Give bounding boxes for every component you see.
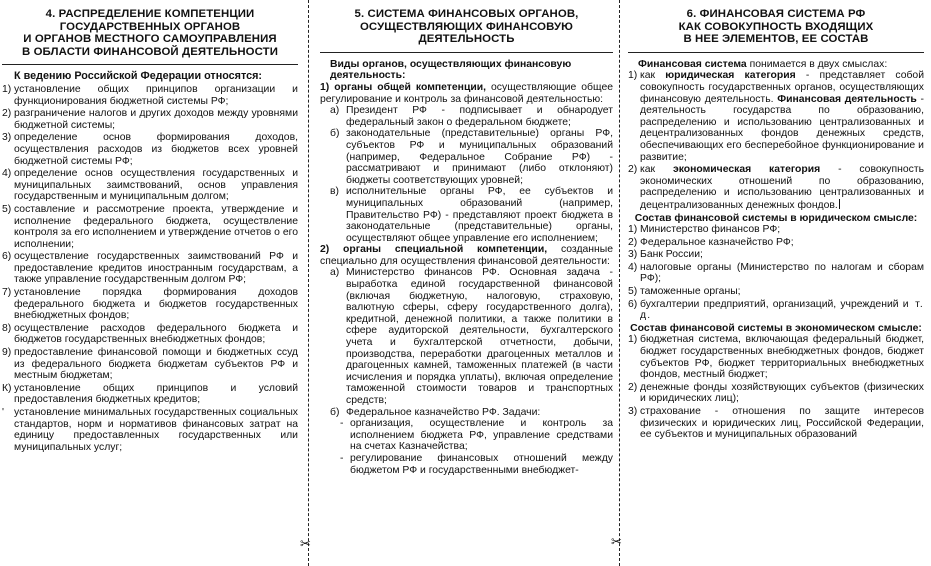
list-item: 3) страхование - отношения по защите интересов физических и юридических лиц, Российской Федерации, ее субъектов и муниципальных образований: [628, 406, 924, 441]
meanings-list: [628, 70, 924, 211]
list-item: 5) составление и рассмотрение проекта, утверждение и исполнение федерального бюджета, осуществление контроля за его исполнением и утверждение отчетов о его исполнении;: [2, 203, 298, 250]
list-item: 5) таможенные органы;: [628, 286, 741, 298]
title-rule: [2, 64, 298, 65]
card-5-bodies: [320, 6, 613, 564]
list-item: ' установление минимальных государственных социальных стандартов, норм и нормативов финансовых затрат на единицу предоставленных государственных или муниципальных услуг;: [2, 407, 298, 453]
card-4-intro: К ведению Российской Федерации относятся:: [14, 70, 263, 83]
list-item: 2) Федеральное казначейство РФ;: [628, 236, 794, 248]
list-item: 9) предоставление финансовой помощи и бюджетных ссуд из федерального бюджета бюджетам субъектов РФ и местным бюджетам;: [2, 347, 298, 382]
list-item: а) Президент РФ - подписывает и обнародует федеральный закон о федеральном бюджете;: [330, 105, 613, 128]
competence-list: [2, 84, 298, 453]
list-item: б) законодательные (представительные) органы РФ, субъектов РФ и муниципальных образований (например, Федеральное Собрание РФ) - рассматривают и принимают (либо отклоняют) бюджеты соответствующих уровней;: [330, 128, 613, 186]
category-special: 2) органы специальной компетенции, созданные специально для осуществления финансовой деятельности:: [320, 244, 613, 267]
list-item: 4) налоговые органы (Министерство по налогам и сборам РФ);: [628, 261, 924, 285]
cut-line-left: [308, 0, 309, 566]
card-4-title: 4. РАСПРЕДЕЛЕНИЕ КОМПЕТЕНЦИИ ГОСУДАРСТВЕННЫХ ОРГАНОВ И ОРГАНОВ МЕСТНОГО САМОУПРАВЛЕНИЯ В ОБЛАСТИ ФИНАНСОВОЙ ДЕЯТЕЛЬНОСТИ: [22, 8, 278, 58]
definition: Финансовая система понимается в двух смыслах:: [638, 58, 888, 70]
list-item: 6) бухгалтерии предприятий, организаций, учреждений и т. д.: [628, 298, 924, 322]
list-item: б) Федеральное казначейство РФ. Задачи:: [330, 406, 541, 418]
list-item: 3) определение основ формирования доходов, осуществления расходов из бюджетов всех уровней бюджетной системы РФ;: [2, 132, 298, 167]
text-cursor: [839, 199, 840, 209]
list-item: 1) бюджетная система, включающая федеральный бюджет, бюджет государственных внебюджетных фондов, бюджет субъектов РФ, бюджет территориальных внебюджетных фондов, местный бюджет;: [628, 334, 924, 381]
list-item: 8) осуществление расходов федерального бюджета и бюджетов государственных внебюджетных фондов;: [2, 322, 298, 346]
card-5-title: 5. СИСТЕМА ФИНАНСОВЫХ ОРГАНОВ, ОСУЩЕСТВЛЯЮЩИХ ФИНАНСОВУЮ ДЕЯТЕЛЬНОСТЬ: [354, 8, 579, 46]
card-6-system: [628, 6, 924, 564]
list-item: 7) установление порядка формирования доходов федерального бюджета и бюджетов государственных внебюджетных фондов;: [2, 287, 298, 322]
list-item: 2) денежные фонды хозяйствующих субъектов (физических и юридических лиц);: [628, 381, 924, 405]
title-rule: [320, 52, 613, 53]
list-item: 2) как экономическая категория - совокупность экономических отношений по образованию, распределению и использованию централизованных и децентрализованных денежных фондов.: [628, 164, 924, 211]
list-item: 1) Министерство финансов РФ;: [628, 224, 781, 236]
section-heading: Состав финансовой системы в экономическом смысле:: [630, 322, 922, 334]
list-item: К) установление общих принципов и условий предоставления бюджетных кредитов;: [2, 382, 298, 406]
list-item: 3) Банк России;: [628, 249, 703, 261]
list-item: а) Министерство финансов РФ. Основная задача - выработка единой государственной финансовой (включая бюджетную, налоговую, страховую, валютную сферы, сферу государственного долга), кредитной, денежной политики, а также политики в сфере аудиторской деятельности, бухгалтерского учета и бухгалтерской отчетности, добычи, производства, переработки драгоценных металлов и драгоценных камней, таможенных платежей (в части исчисления и порядка уплаты), включая определение таможенной стоимости товаров и транспортных средств;: [330, 267, 613, 406]
scissors-icon: ✂: [611, 535, 622, 550]
list-item: 1) как юридическая категория - представляет собой совокупность государственных органов, осуществляющих финансовую деятельность. Финансовая деятельность - деятельность государства по образованию, распределению и использованию централизованных и децентрализованных фондов денежных средств, обеспечивающих его бесперебойное функционирование и развитие;: [628, 70, 924, 163]
section-heading: Состав финансовой системы в юридическом смысле:: [634, 212, 918, 224]
card-4-competence: [2, 6, 298, 564]
section-heading: Виды органов, осуществляющих финансовую деятельность:: [330, 58, 572, 82]
list-item: 1) установление общих принципов организации и функционирования бюджетной системы РФ;: [2, 83, 298, 107]
list-item: - организация, осуществление и контроль за исполнением бюджета РФ, управление средствами на счетах Казначейства;: [340, 418, 613, 453]
legal-list: [628, 224, 924, 322]
list-item: в) исполнительные органы РФ, ее субъектов и муниципальных образований (например, Правительство РФ) - представляют проект бюджета в законодательные (представительные) органы, осуществляют общее управление его исполнением;: [330, 186, 613, 244]
list-item: 6) осуществление государственных заимствований РФ и предоставление кредитов иностранным государствам, а также управление государственным долгом РФ;: [2, 251, 298, 286]
list-item: 2) разграничение налогов и других доходов между уровнями бюджетной системы;: [2, 108, 298, 131]
scissors-icon: ✂: [300, 537, 311, 552]
list-item: - регулирование финансовых отношений между бюджетом РФ и государственными внебюджет-: [340, 452, 613, 476]
card-6-title: 6. ФИНАНСОВАЯ СИСТЕМА РФ КАК СОВОКУПНОСТЬ ВХОДЯЩИХ В НЕЕ ЭЛЕМЕНТОВ, ЕЕ СОСТАВ: [678, 8, 874, 46]
title-rule: [628, 52, 924, 53]
list-item: 4) определение основ осуществления государственных и муниципальных заимствований, основ управления государственным и муниципальным долгом;: [2, 168, 298, 203]
cut-line-right: [619, 0, 620, 566]
economic-list: [628, 334, 924, 440]
category-general: 1) органы общей компетенции, осуществляющие общее регулирование и контроль за финансовой деятельностью:: [320, 81, 613, 105]
